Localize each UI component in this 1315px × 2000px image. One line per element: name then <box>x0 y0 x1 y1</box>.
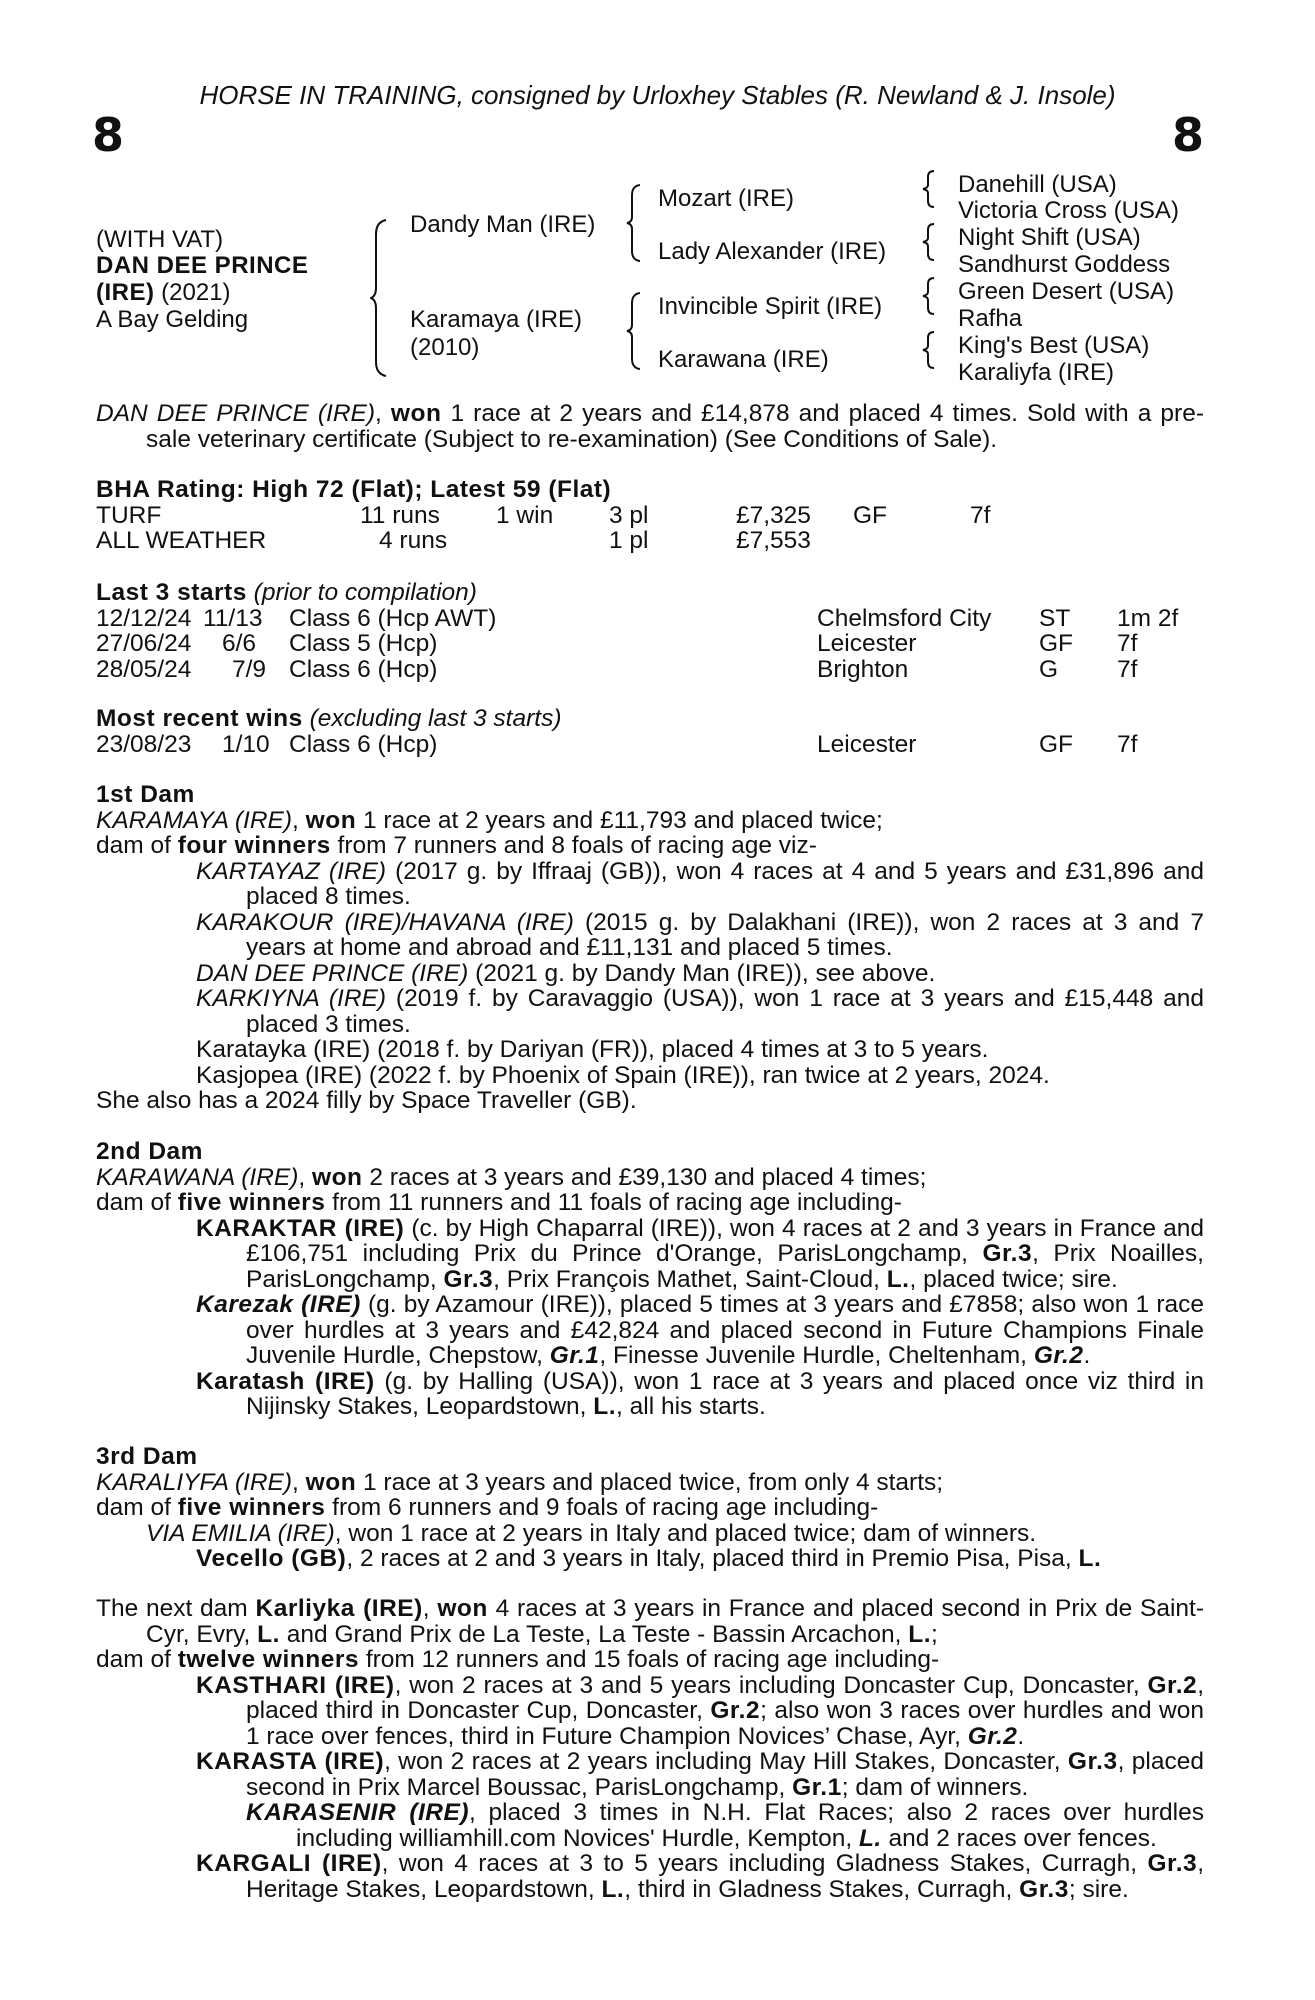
pedigree-dam-dam: Karawana (IRE) <box>658 346 829 373</box>
produce-name: KARGALI (IRE) <box>196 1850 382 1877</box>
win-course: Leicester <box>817 730 917 758</box>
produce-text: , all his starts. <box>616 1393 766 1420</box>
produce-item <box>96 1369 1204 1420</box>
second-dam-winners: five winners <box>177 1189 326 1216</box>
first-dam-of-label: dam of <box>96 832 178 859</box>
start-course: Leicester <box>817 630 917 657</box>
rating-runs: 11 runs <box>360 501 440 529</box>
pedigree-brace-g3b <box>922 222 936 262</box>
start-distance: 7f <box>1117 655 1138 683</box>
fourth-dam-section <box>96 1596 1204 1902</box>
produce-text: ; sire. <box>1068 1875 1129 1903</box>
grade: Gr.3 <box>1067 1748 1118 1775</box>
first-dam-record: 1 race at 2 years and £11,793 and placed twice; <box>356 806 883 834</box>
start-position: 6/6 <box>222 630 257 657</box>
produce-item <box>96 910 1204 961</box>
produce-item <box>96 1851 1204 1902</box>
fourth-dam-of-label: dam of <box>96 1646 178 1673</box>
pedigree-brace-sire <box>626 183 642 263</box>
start-position: 11/13 <box>203 604 263 632</box>
start-going: ST <box>1039 604 1071 632</box>
horse-name: DAN DEE PRINCE <box>96 252 309 279</box>
rating-runs: 4 runs <box>379 527 448 554</box>
recent-wins-subtitle: (excluding last 3 starts) <box>302 705 562 732</box>
produce-text: , 2 races at 2 and 3 years in Italy, placed third in Premio Pisa, Pisa, <box>346 1545 1079 1572</box>
produce-text: , Prix Noailles, ParisLongchamp, <box>246 1240 1204 1293</box>
rating-distance: 7f <box>970 501 991 529</box>
produce-text: (2021 g. by Dandy Man (IRE)), see above. <box>468 959 936 987</box>
produce-text: . <box>1083 1342 1091 1369</box>
produce-text: , placed second in Prix Marcel Boussac, ParisLongchamp, <box>246 1748 1205 1801</box>
listed: L. <box>1078 1545 1102 1572</box>
produce-text: (2019 f. by Caravaggio (USA)), won 1 race at 3 years and £15,448 and placed 3 times. <box>246 985 1204 1038</box>
third-dam-title: 3rd Dam <box>96 1443 198 1470</box>
listed: L. <box>908 1620 932 1648</box>
summary-won: won <box>390 400 442 427</box>
produce-text: (g. by Azamour (IRE)), placed 5 times at 3 years and £7858; also won 1 race over hurdles at 3 years and £42,824 and placed second in Future Champions Finale Juvenile Hurdle, Chepstow, <box>246 1291 1205 1369</box>
pedigree-sire: Dandy Man (IRE) <box>410 211 596 238</box>
last-starts-title: Last 3 starts <box>96 579 247 606</box>
first-dam-won: won <box>305 806 357 834</box>
win-going: GF <box>1039 730 1074 758</box>
produce-name: VIA EMILIA (IRE) <box>146 1519 335 1547</box>
third-dam-won: won <box>305 1468 357 1496</box>
win-row <box>96 732 1204 758</box>
horse-summary: DAN DEE PRINCE (IRE), won 1 race at 2 years and £14,878 and placed 4 times. Sold with a pre-sale veterinary certificate (Subject to re-examination) (See Conditions of Sale). <box>96 400 1204 453</box>
produce-name: KARKIYNA (IRE) <box>196 985 387 1012</box>
win-position: 1/10 <box>222 730 270 758</box>
produce-name: KARTAYAZ (IRE) <box>196 857 387 885</box>
horse-suffix: (IRE) <box>96 279 155 306</box>
horse-year: (2021) <box>154 279 231 306</box>
grade: Gr.2 <box>967 1722 1018 1750</box>
grade: Gr.3 <box>1147 1850 1198 1877</box>
pedigree-g3-5: Green Desert (USA) <box>958 278 1175 305</box>
grade: Gr.3 <box>982 1240 1033 1267</box>
third-dam-of-label: dam of <box>96 1494 178 1521</box>
produce-name: Vecello (GB) <box>196 1545 347 1572</box>
pedigree-sire-dam: Lady Alexander (IRE) <box>658 238 887 265</box>
grade: Gr.1 <box>549 1342 600 1369</box>
summary-text-1: 1 race at 2 years and £14,878 and placed 4 times. Sold with a <box>441 400 1152 427</box>
produce-text: (2017 g. by Iffraaj (GB)), won 4 races at 4 and 5 years and £31,896 and placed 8 times. <box>246 857 1204 910</box>
summary-text-2: pre-sale veterinary certificate (Subject to re-examination) (See Conditions of Sale). <box>146 400 1204 453</box>
second-dam-title: 2nd Dam <box>96 1138 203 1165</box>
pedigree-brace-dam <box>626 291 642 371</box>
first-dam-section: 1st Dam KARAMAYA (IRE), won 1 race at 2 years and £11,793 and placed twice; dam of four winners from 7 runners and 8 foals of racing age viz- KARTAYAZ (IRE) (2017 g. by Iffraaj (GB)), won 4 races at 4 and 5 years and £31,896 and placed 8 times. KARAKOUR (IRE)/HAVANA (IRE) (2015 g. by Dalakhani (IRE)), won 2 races at 3 and 7 years at home and abroad and £11,131 and placed 5 times. DAN DEE PRINCE (IRE) (2021 g. by Dandy Man (IRE)), see above. KARKIYNA (IRE) (2019 f. by Caravaggio (USA)), won 1 race at 3 years and £15,448 and placed 3 times. Karatayka (IRE) (2018 f. by Dariyan (FR)), placed 4 times at 3 to 5 years. Kasjopea (IRE) (2022 f. by Phoenix of Spain (IRE)), ran twice at 2 years, 2024. She also has a 2024 filly by Space Traveller (GB). <box>96 781 1204 1114</box>
produce-text: . <box>1017 1722 1025 1750</box>
listed: L. <box>601 1875 625 1903</box>
fourth-dam-text: and Grand Prix de La Teste, La Teste - Bassin Arcachon, <box>279 1620 909 1648</box>
produce-text: Kasjopea (IRE) (2022 f. by Phoenix of Spain (IRE)), ran twice at 2 years, 2024. <box>196 1061 1050 1089</box>
fourth-dam-won: won <box>437 1595 488 1622</box>
produce-text: , won 4 races at 3 to 5 years including Gladness Stakes, Curragh, <box>381 1850 1148 1877</box>
grade: Gr.3 <box>1019 1875 1069 1903</box>
start-going: GF <box>1039 630 1074 657</box>
rating-row-all-weather <box>96 528 1204 554</box>
pedigree-g3-6: Rafha <box>958 305 1023 332</box>
third-dam-name: KARALIYFA (IRE) <box>96 1468 293 1496</box>
pedigree-dam-sire: Invincible Spirit (IRE) <box>658 293 883 320</box>
grade: Gr.2 <box>1147 1671 1198 1699</box>
first-dam-runners: from 7 runners and 8 foals of racing age viz- <box>330 832 817 859</box>
first-dam-name: KARAMAYA (IRE) <box>96 806 293 834</box>
last-starts-subtitle: (prior to compilation) <box>246 579 477 606</box>
pedigree-sire-sire: Mozart (IRE) <box>658 185 795 212</box>
produce-text: Karatayka (IRE) (2018 f. by Dariyan (FR)), placed 4 times at 3 to 5 years. <box>196 1036 989 1063</box>
second-dam-record: 2 races at 3 years and £39,130 and placed 4 times; <box>362 1163 927 1191</box>
produce-item <box>96 1521 1204 1547</box>
start-distance: 1m 2f <box>1117 604 1179 632</box>
grade: Gr.2 <box>710 1697 761 1724</box>
fourth-dam-text: ; <box>931 1620 938 1648</box>
consignor-header: HORSE IN TRAINING, consigned by Urloxhey Stables (R. Newland & J. Insole) <box>199 80 1116 110</box>
fourth-dam-text: 4 races at 3 years in France and placed second in Prix de Saint-Cyr, Evry, <box>146 1595 1205 1648</box>
fourth-dam-name: Karliyka (IRE) <box>255 1595 423 1622</box>
pedigree-dam-year: (2010) <box>410 334 480 361</box>
produce-item <box>96 1063 1204 1089</box>
produce-text: , placed 3 times in N.H. Flat Races; also 2 races over hurdles including williamhill.com Novices' Hurdle, Kempton, <box>296 1799 1204 1852</box>
produce-text: , third in Gladness Stakes, Curragh, <box>624 1875 1020 1903</box>
produce-text: , won 1 race at 2 years in Italy and placed twice; dam of winners. <box>334 1519 1037 1547</box>
start-row <box>96 606 1204 632</box>
produce-item <box>96 1673 1204 1750</box>
pedigree-brace-g3a <box>922 169 936 209</box>
second-dam-of-label: dam of <box>96 1189 178 1216</box>
start-course: Chelmsford City <box>817 604 992 632</box>
produce-text: , Heritage Stakes, Leopardstown, <box>246 1850 1204 1903</box>
first-dam-winners: four winners <box>177 832 331 859</box>
win-class: Class 6 (Hcp) <box>289 730 438 758</box>
fourth-dam-runners: from 12 runners and 15 foals of racing age including- <box>359 1646 940 1673</box>
produce-text: , Finesse Juvenile Hurdle, Cheltenham, <box>599 1342 1034 1369</box>
produce-name: DAN DEE PRINCE (IRE) <box>196 959 469 987</box>
second-dam-name: KARAWANA (IRE) <box>96 1163 299 1191</box>
produce-name: KARAKTAR (IRE) <box>196 1214 405 1242</box>
produce-item <box>96 1216 1204 1293</box>
pedigree-dam: Karamaya (IRE) <box>410 306 583 333</box>
produce-text: , Prix François Mathet, Saint-Cloud, <box>493 1265 887 1293</box>
fourth-dam-record: The next dam Karliyka (IRE), won 4 races at 3 years in France and placed second in Prix de Saint-Cyr, Evry, L. and Grand Prix de La Teste, La Teste - Bassin Arcachon, L.; <box>96 1595 1205 1648</box>
produce-text: (g. by Halling (USA)), won 1 race at 3 years and placed once viz third in Nijinsky Stakes, Leopardstown, <box>246 1367 1204 1420</box>
pedigree-g3-1: Danehill (USA) <box>958 171 1117 198</box>
pedigree-brace-g3c <box>922 276 936 316</box>
start-class: Class 6 (Hcp) <box>289 655 438 683</box>
produce-text: , won 2 races at 3 and 5 years including Doncaster Cup, Doncaster, <box>394 1671 1148 1699</box>
summary-horse-name: DAN DEE PRINCE (IRE) <box>96 400 376 427</box>
grade: Gr.3 <box>443 1265 494 1293</box>
listed: L. <box>886 1265 910 1293</box>
produce-name: Karatash (IRE) <box>196 1367 375 1395</box>
produce-text: and 2 races over fences. <box>881 1824 1157 1852</box>
start-date: 28/05/24 <box>96 655 192 683</box>
lot-number-right: 8 <box>1172 108 1205 162</box>
fourth-dam-intro: The next dam <box>96 1595 256 1622</box>
start-distance: 7f <box>1117 630 1138 657</box>
listed: L. <box>257 1620 280 1648</box>
produce-item <box>96 859 1204 910</box>
produce-item <box>96 1800 1204 1851</box>
win-date: 23/08/23 <box>96 730 192 758</box>
start-date: 12/12/24 <box>96 604 192 632</box>
rating-title: BHA Rating: High 72 (Flat); Latest 59 (Flat) <box>96 476 612 503</box>
vat-label: (WITH VAT) <box>96 226 224 253</box>
rating-placed: 3 pl <box>609 501 649 529</box>
grade: Gr.1 <box>792 1773 842 1801</box>
rating-surface: ALL WEATHER <box>96 527 267 554</box>
first-dam-title: 1st Dam <box>96 781 195 808</box>
produce-text: (2015 g. by Dalakhani (IRE)), won 2 races at 3 and 7 years at home and abroad and £11,131 and placed 5 times. <box>246 908 1204 961</box>
first-dam-footer: She also has a 2024 filly by Space Traveller (GB). <box>96 1087 637 1114</box>
pedigree-brace-main <box>370 218 388 378</box>
rating-row-turf <box>96 503 1204 529</box>
produce-name: KARASTA (IRE) <box>196 1748 385 1775</box>
lot-number-left: 8 <box>92 108 125 162</box>
last-starts-section <box>96 580 1204 682</box>
produce-item <box>96 1037 1204 1063</box>
third-dam-winners: five winners <box>177 1494 326 1521</box>
pedigree-g3-7: King's Best (USA) <box>958 332 1150 359</box>
rating-section <box>96 477 1204 554</box>
produce-item <box>96 1749 1204 1800</box>
start-course: Brighton <box>817 655 909 683</box>
pedigree-g3-2: Victoria Cross (USA) <box>958 197 1179 224</box>
listed: L. <box>858 1824 882 1852</box>
third-dam-record: 1 race at 3 years and placed twice, from only 4 starts; <box>356 1468 944 1496</box>
start-going: G <box>1039 655 1059 683</box>
grade: Gr.2 <box>1033 1342 1084 1369</box>
produce-name: KASTHARI (IRE) <box>196 1671 395 1699</box>
pedigree-g3-8: Karaliyfa (IRE) <box>958 359 1115 386</box>
produce-item <box>96 986 1204 1037</box>
produce-text: , won 2 races at 2 years including May Hill Stakes, Doncaster, <box>384 1748 1068 1775</box>
produce-item <box>96 1546 1204 1572</box>
produce-item <box>96 1292 1204 1369</box>
fourth-dam-winners: twelve winners <box>177 1646 360 1673</box>
pedigree-g3-3: Night Shift (USA) <box>958 224 1141 251</box>
produce-text: ; also won 3 races over hurdles and won 1 race over fences, third in Future Champion Novices’ Chase, Ayr, <box>246 1697 1205 1750</box>
produce-name: KARASENIR (IRE) <box>246 1799 469 1826</box>
start-date: 27/06/24 <box>96 630 192 657</box>
produce-text: , placed third in Doncaster Cup, Doncaster, <box>246 1671 1204 1724</box>
start-class: Class 5 (Hcp) <box>289 630 438 657</box>
produce-item <box>96 961 1204 987</box>
produce-name: KARAKOUR (IRE)/HAVANA (IRE) <box>196 908 574 936</box>
second-dam-runners: from 11 runners and 11 foals of racing age including- <box>325 1189 902 1216</box>
second-dam-section: 2nd Dam KARAWANA (IRE), won 2 races at 3 years and £39,130 and placed 4 times; dam of five winners from 11 runners and 11 foals of racing age including- KARAKTAR (IRE) (c. by High Chaparral (IRE)), won 4 races at 2 and 3 years in France and £106,751 including Prix du Prince d'Orange, ParisLongchamp, Gr.3, Prix Noailles, ParisLongchamp, Gr.3, Prix François Mathet, Saint-Cloud, L., placed twice; sire. Karezak (IRE) (g. by Azamour (IRE)), placed 5 times at 3 years and £7858; also won 1 race over hurdles at 3 years and £42,824 and placed second in Future Champions Finale Juvenile Hurdle, Chepstow, Gr.1, Finesse Juvenile Hurdle, Cheltenham, Gr.2. Karatash (IRE) (g. by Halling (USA)), won 1 race at 3 years and placed once viz third in Nijinsky Stakes, Leopardstown, L., all his starts. <box>96 1138 1205 1420</box>
produce-name: Karezak (IRE) <box>196 1291 361 1318</box>
horse-description: A Bay Gelding <box>96 306 249 333</box>
pedigree-brace-g3d <box>922 330 936 370</box>
start-position: 7/9 <box>232 655 267 683</box>
third-dam-section: 3rd Dam KARALIYFA (IRE), won 1 race at 3 years and placed twice, from only 4 starts; dam of five winners from 6 runners and 9 foals of racing age including- VIA EMILIA (IRE), won 1 race at 2 years in Italy and placed twice; dam of winners. Vecello (GB), 2 races at 2 and 3 years in Italy, placed third in Premio Pisa, Pisa, L. <box>96 1444 1204 1572</box>
third-dam-runners: from 6 runners and 9 foals of racing age including- <box>325 1494 879 1521</box>
rating-surface: TURF <box>96 501 162 529</box>
produce-text: (c. by High Chaparral (IRE)), won 4 races at 2 and 3 years in France and £106,751 including Prix du Prince d'Orange, ParisLongchamp, <box>246 1214 1204 1267</box>
listed: L. <box>593 1393 617 1420</box>
produce-text: , placed twice; sire. <box>909 1265 1118 1293</box>
pedigree-g3-4: Sandhurst Goddess <box>958 251 1171 278</box>
rating-prize: £7,325 <box>736 501 811 529</box>
start-row <box>96 631 1204 657</box>
second-dam-won: won <box>312 1163 363 1191</box>
rating-placed: 1 pl <box>609 527 649 554</box>
recent-wins-section <box>96 706 1204 757</box>
recent-wins-title: Most recent wins <box>96 705 303 732</box>
start-class: Class 6 (Hcp AWT) <box>289 604 497 632</box>
produce-text: ; dam of winners. <box>841 1773 1029 1801</box>
start-row <box>96 657 1204 683</box>
rating-going: GF <box>853 501 888 529</box>
rating-wins: 1 win <box>496 501 554 529</box>
win-distance: 7f <box>1117 730 1138 758</box>
horse-suffix-year <box>96 279 231 307</box>
rating-prize: £7,553 <box>736 527 811 554</box>
